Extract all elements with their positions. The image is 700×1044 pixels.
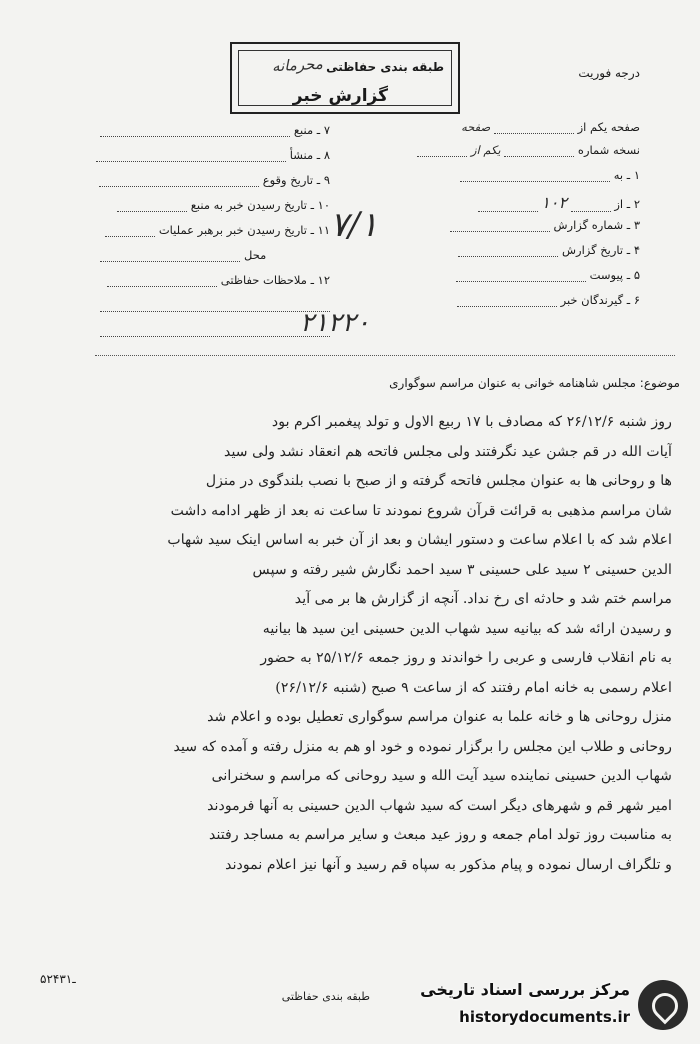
field-notes-line-2 <box>100 298 330 312</box>
subject-line: موضوع: مجلس شاهنامه خوانی به عنوان مراسم سوگواری <box>389 376 680 390</box>
field-label: نسخه شماره <box>577 143 640 157</box>
body-line: آیات الله در قم جشن عید نگرفتند ولی مجلس فاتحه هم انعقاد نشد ولی سید <box>224 443 672 460</box>
body-line: به مناسبت روز تولد امام جمعه و روز عید مبعث و سایر مراسم به مساجد رفتند <box>209 827 672 843</box>
reference-number: ۵۲ـ۴۳۱ <box>40 972 76 986</box>
body-line: امیر شهر قم و شهرهای دیگر است که سید شهاب الدین حسینی به آنها فرمودند <box>207 797 672 814</box>
body-line: منزل روحانی ها و خانه علما به عنوان مراسم سوگواری تعطیل بوده و اعلام شد <box>207 709 672 725</box>
field-recipients <box>457 293 640 307</box>
body-line: اعلام رسمی به خانه امام رفتند که از ساعت ۹ صبح (شنبه ۲۶/۱۲/۶) <box>275 679 672 696</box>
body-line: الدین حسینی ۲ سید علی حسینی ۳ سید احمد نگارش شیر رفته و سپس <box>252 561 672 578</box>
field-report-date <box>458 243 640 257</box>
handwritten-side-mark: ۷/۱ <box>330 205 378 245</box>
classification-stamp <box>230 42 460 114</box>
field-value: ۱۰۲ <box>541 193 568 212</box>
archive-logo-icon <box>638 980 688 1030</box>
body-line: شان مراسم مذهبی به قرائت قرآن شروع نمودند تا ساعت نه بعد از ظهر ادامه داشت <box>170 502 672 519</box>
body-line: به نام انقلاب فارسی و عربی را خواندند و روز جمعه ۲۵/۱۲/۶ به حضور <box>260 650 672 666</box>
field-label: صفحه یکم از <box>577 120 640 134</box>
handwritten-number: ۲۱۲۲۰ <box>300 308 370 338</box>
field-report-number <box>450 218 640 232</box>
body-line: مراسم ختم شد و حادثه ای رخ نداد. آنچه از گزارش ها بر می آید <box>294 591 672 607</box>
footer-classification: طبقه بندی حفاظتی <box>281 990 370 1003</box>
field-label: ۹ ـ تاریخ وقوع <box>262 173 330 187</box>
priority-label: درجه فوریت <box>578 66 640 80</box>
field-label: ۴ ـ تاریخ گزارش <box>561 243 640 257</box>
field-page <box>461 120 640 134</box>
field-value: یکم از <box>471 143 501 157</box>
separator-line <box>95 355 675 356</box>
body-line: و تلگراف ارسال نموده و پیام مذکور به سپاه قم رسید و آنها نیز اعلام نمودند <box>225 856 672 873</box>
field-notes-line-3 <box>100 323 330 337</box>
field-label: ۸ ـ منشأ <box>289 148 330 162</box>
field-date-to-source <box>117 198 330 212</box>
field-label: ۷ ـ منبع <box>293 123 330 137</box>
body-line: اعلام شد که با اعلام ساعت و دستور ایشان و بعد از آن خبر به اساس اینک سید شهاب <box>167 532 672 548</box>
body-line: و رسیدن ارائه شد که بیانیه سید شهاب الدین حسینی این سید ها بیانیه <box>262 620 672 637</box>
report-body <box>20 408 672 880</box>
field-origin <box>96 148 330 162</box>
field-label: ۲ ـ از <box>614 197 640 211</box>
field-location <box>100 248 330 262</box>
field-label: ۵ ـ پیوست <box>589 268 640 282</box>
field-from <box>478 193 640 212</box>
field-occurrence-date <box>99 173 330 187</box>
watermark-url: historydocuments.ir <box>459 1008 630 1026</box>
field-label: ۳ ـ شماره گزارش <box>553 218 640 232</box>
field-label: محل <box>244 248 267 262</box>
field-label: ۱۲ ـ ملاحظات حفاظتی <box>220 273 330 287</box>
classification-value: محرمانه <box>271 54 324 76</box>
field-value: صفحه <box>461 120 491 134</box>
classification-label: طبقه بندی حفاظتی <box>326 60 444 74</box>
field-label: ۱۰ ـ تاریخ رسیدن خبر به منبع <box>190 198 330 212</box>
watermark-title: مرکز بررسی اسناد تاریخی <box>420 980 630 999</box>
field-label: ۱۱ ـ تاریخ رسیدن خبر برهبر عملیات <box>158 223 330 237</box>
field-attachment <box>456 268 640 282</box>
field-date-to-operations <box>105 223 330 237</box>
field-to <box>460 168 640 182</box>
body-line: ها و روحانی ها به عنوان مجلس فاتحه گرفته و از صبح با نصب بلندگوی در منزل <box>205 473 672 489</box>
field-security-notes <box>107 273 330 287</box>
body-line: شهاب الدین حسینی نماینده سید آیت الله و سید روحانی که مراسم و سخنرانی <box>211 768 672 784</box>
field-source <box>100 123 330 137</box>
field-label: ۶ ـ گیرندگان خبر <box>560 293 640 307</box>
field-copy-number <box>417 143 640 157</box>
body-line: روحانی و طلاب این مجلس را برگزار نموده و خود او هم به منزل رفته و آمده که سید <box>173 738 672 755</box>
watermark <box>418 974 688 1036</box>
document-title: گزارش خبر <box>292 86 388 106</box>
body-line: روز شنبه ۲۶/۱۲/۶ که مصادف با ۱۷ ربیع الاول و تولد پیغمبر اکرم بود <box>271 414 672 430</box>
field-label: ۱ ـ به <box>613 168 640 182</box>
